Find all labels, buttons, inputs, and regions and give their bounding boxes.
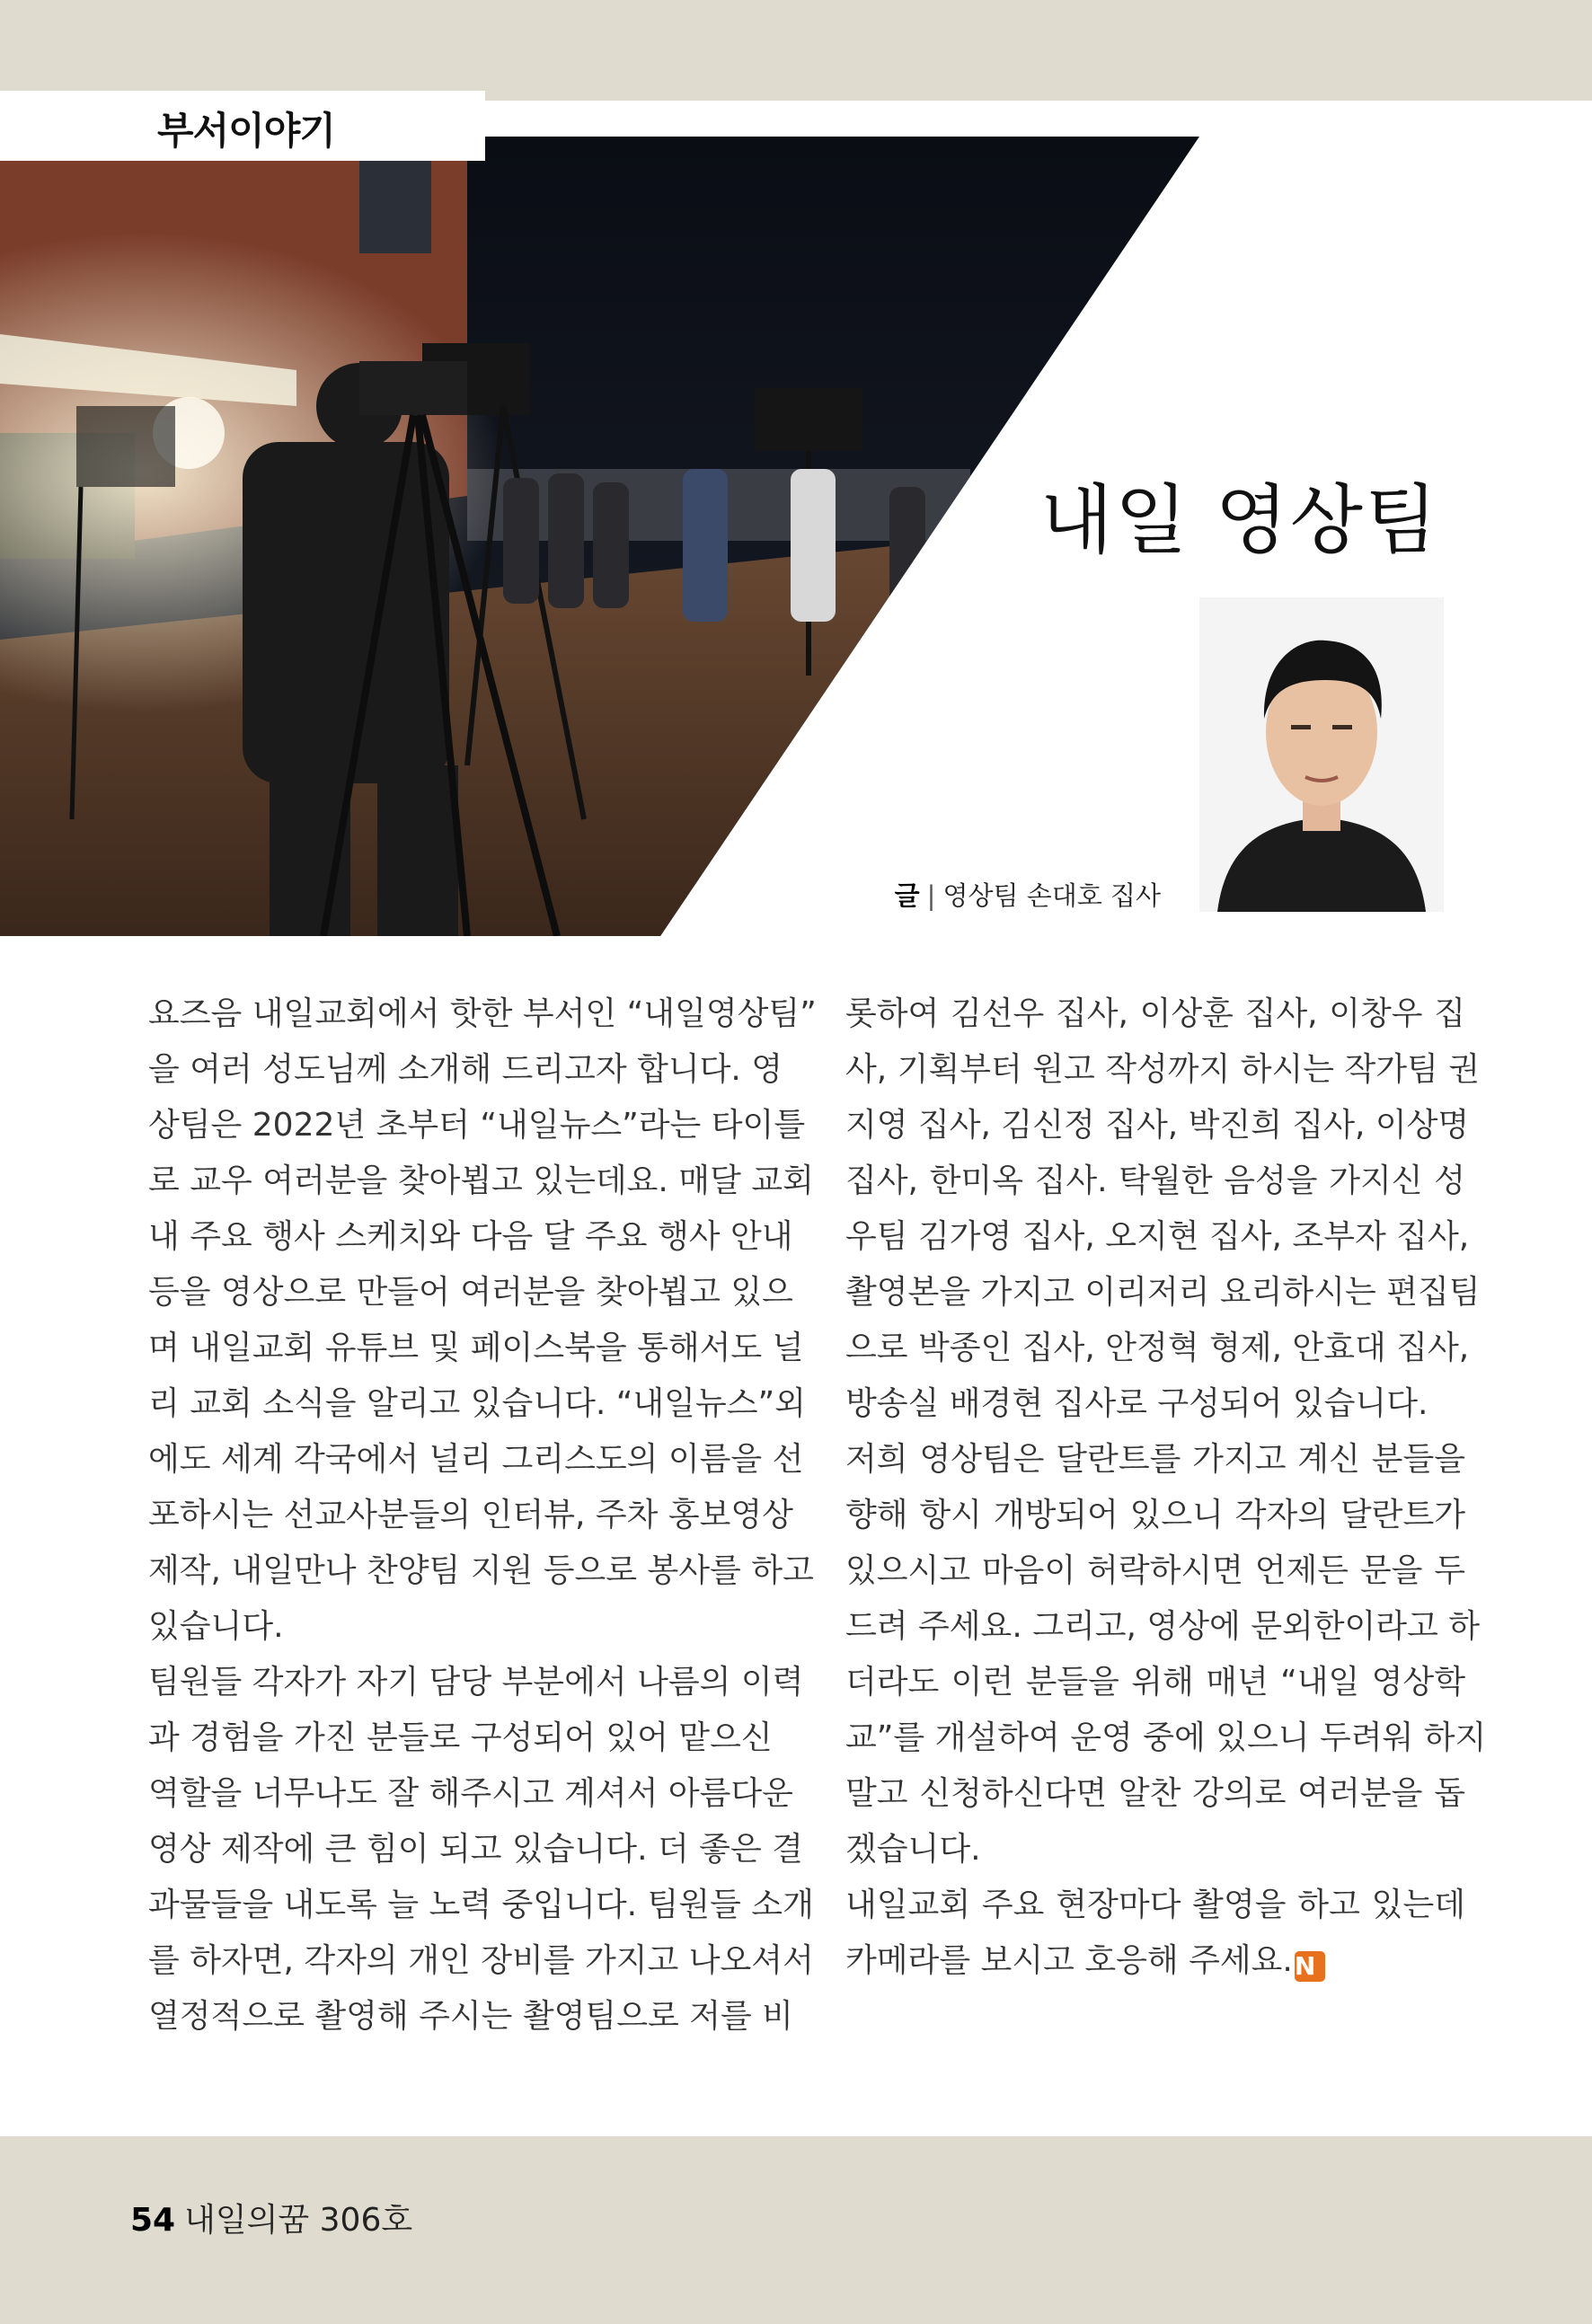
body-line: 있으시고 마음이 허락하시면 언제든 문을 두: [845, 1552, 1465, 1589]
body-line: 향해 항시 개방되어 있으니 각자의 달란트가: [845, 1497, 1465, 1533]
body-line: 며 내일교회 유튜브 및 페이스북을 통해서도 널: [148, 1330, 804, 1366]
body-line: 촬영본을 가지고 이리저리 요리하시는 편집팀: [845, 1274, 1481, 1311]
paragraph-4: [845, 1878, 1465, 1989]
body-line: 내일교회 주요 현장마다 촬영을 하고 있는데: [845, 1887, 1465, 1923]
paragraph-3: [845, 1432, 1487, 1878]
magazine-issue: 내일의꿈 306호: [184, 2202, 413, 2239]
body-line: 겠습니다.: [845, 1831, 981, 1868]
body-line: 더라도 이런 분들을 위해 매년 “내일 영상학: [845, 1664, 1465, 1701]
body-line: 요즈음 내일교회에서 핫한 부서인 “내일영상팀”: [148, 995, 817, 1032]
body-line: 을 여러 성도님께 소개해 드리고자 합니다. 영: [148, 1051, 783, 1088]
body-line: 우팀 김가영 집사, 오지현 집사, 조부자 집사,: [845, 1218, 1470, 1255]
body-line: 를 하자면, 각자의 개인 장비를 가지고 나오셔서: [148, 1942, 814, 1979]
paragraph-2-continued: [845, 986, 1481, 1432]
body-line: 사, 기획부터 원고 작성까지 하시는 작가팀 권: [845, 1051, 1481, 1088]
body-line: 상팀은 2022년 초부터 “내일뉴스”라는 타이틀: [148, 1107, 806, 1144]
body-line: 있습니다.: [148, 1608, 284, 1645]
body-line: 등을 영상으로 만들어 여러분을 찾아뵙고 있으: [148, 1274, 793, 1311]
body-line: 과물들을 내도록 늘 노력 중입니다. 팀원들 소개: [148, 1887, 814, 1923]
section-label-tab: [0, 91, 485, 161]
body-line: 교”를 개설하여 운영 중에 있으니 두려워 하지: [845, 1719, 1487, 1756]
body-line: 포하시는 선교사분들의 인터뷰, 주차 홍보영상: [148, 1497, 793, 1533]
paragraph-1: [148, 986, 817, 1655]
body-line: 에도 세계 각국에서 널리 그리스도의 이름을 선: [148, 1441, 804, 1478]
article-title: 내일 영상팀: [1039, 476, 1439, 564]
top-band: [0, 0, 1592, 101]
body-line: 지영 집사, 김신정 집사, 박진희 집사, 이상명: [845, 1107, 1470, 1144]
body-line: 드려 주세요. 그리고, 영상에 문외한이라고 하: [845, 1608, 1481, 1645]
body-line: 과 경험을 가진 분들로 구성되어 있어 맡으신: [148, 1719, 773, 1756]
paragraph-2: [148, 1655, 814, 2045]
body-column-right: [845, 986, 1487, 1989]
body-line: 으로 박종인 집사, 안정혁 형제, 안효대 집사,: [845, 1330, 1470, 1366]
byline: [895, 876, 1161, 913]
body-line-final: [845, 1933, 1465, 1989]
section-label: 부서이야기: [157, 109, 335, 153]
night-filming-scene-image: [0, 137, 1199, 936]
body-line: 로 교우 여러분을 찾아뵙고 있는데요. 매달 교회: [148, 1162, 814, 1199]
body-line: 열정적으로 촬영해 주시는 촬영팀으로 저를 비: [148, 1998, 793, 2035]
body-line: 말고 신청하신다면 알찬 강의로 여러분을 돕: [845, 1775, 1465, 1812]
team-filming-photo: [0, 137, 1199, 936]
body-line: 팀원들 각자가 자기 담당 부분에서 나름의 이력: [148, 1664, 804, 1701]
body-line: 제작, 내일만나 찬양팀 지원 등으로 봉사를 하고: [148, 1552, 814, 1589]
author-headshot-image: [1199, 597, 1444, 912]
body-line: 역할을 너무나도 잘 해주시고 계셔서 아름다운: [148, 1775, 793, 1812]
body-column-left: [148, 986, 817, 2045]
page-number: 54: [130, 2202, 176, 2239]
body-line: 내 주요 행사 스케치와 다음 달 주요 행사 안내: [148, 1218, 793, 1255]
body-line: 저희 영상팀은 달란트를 가지고 계신 분들을: [845, 1441, 1465, 1478]
page-footer: [130, 2195, 412, 2240]
body-line: 집사, 한미옥 집사. 탁월한 음성을 가지신 성: [845, 1162, 1465, 1199]
byline-separator: |: [926, 880, 936, 911]
byline-label: 글: [894, 880, 920, 911]
body-line: 방송실 배경현 집사로 구성되어 있습니다.: [845, 1385, 1428, 1422]
author-portrait: [1199, 597, 1444, 912]
body-line-final-text: 카메라를 보시고 호응해 주세요.: [845, 1942, 1293, 1979]
body-line: 롯하여 김선우 집사, 이상훈 집사, 이창우 집: [845, 995, 1465, 1032]
body-line: 리 교회 소식을 알리고 있습니다. “내일뉴스”외: [148, 1385, 806, 1422]
body-line: 영상 제작에 큰 힘이 되고 있습니다. 더 좋은 결: [148, 1831, 803, 1868]
byline-author: 영상팀 손대호 집사: [942, 880, 1161, 911]
end-mark-icon: N: [1295, 1951, 1325, 1982]
